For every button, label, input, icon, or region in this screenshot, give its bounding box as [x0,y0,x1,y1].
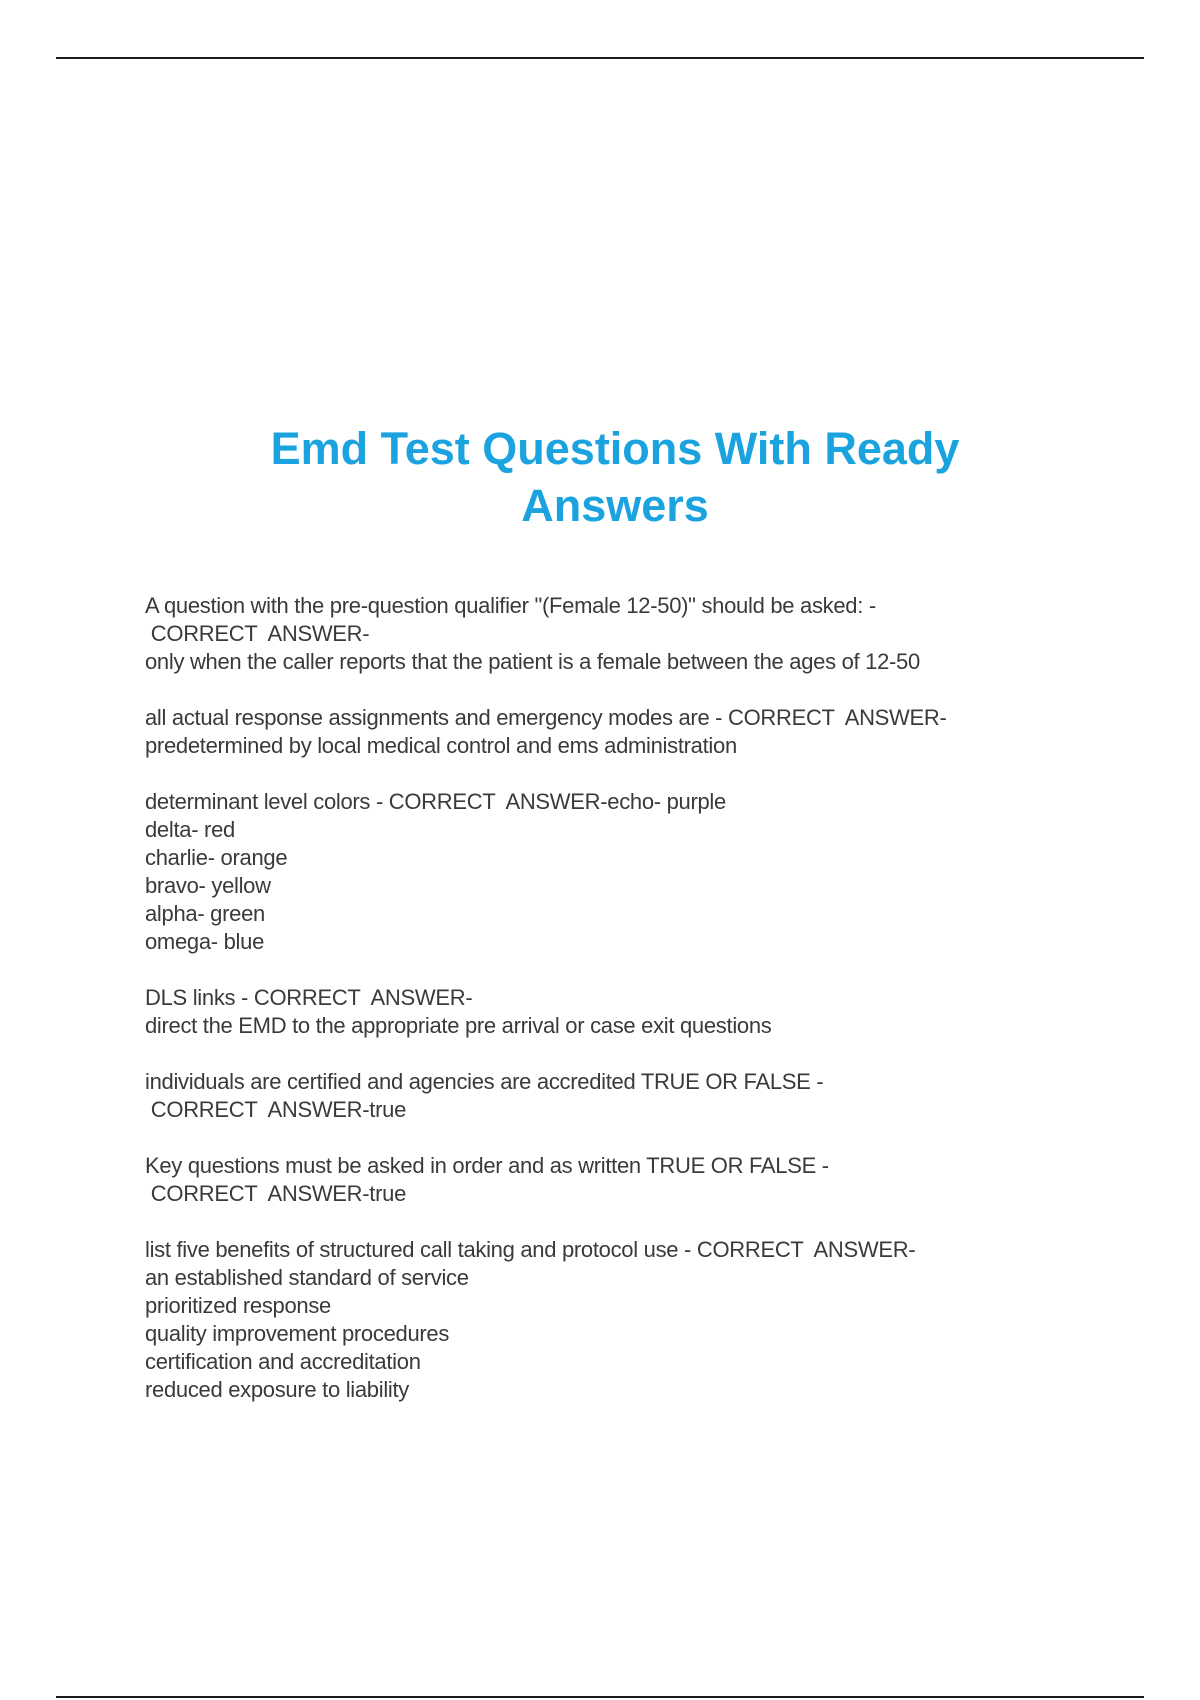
answer-line: predetermined by local medical control and ems administration [145,733,737,758]
question-line: A question with the pre-question qualifier "(Female 12-50)" should be asked: - [145,593,876,618]
question-line: determinant level colors - CORRECT ANSWER-echo- purple [145,789,726,814]
qa-item [145,1152,1145,1208]
top-rule [56,57,1144,59]
answer-line: prioritized response [145,1293,331,1318]
answer-line: only when the caller reports that the patient is a female between the ages of 12-50 [145,649,920,674]
question-line: Key questions must be asked in order and as written TRUE OR FALSE - [145,1153,829,1178]
qa-item [145,984,1145,1040]
document-title [150,420,1080,534]
question-line: DLS links - CORRECT ANSWER- [145,985,473,1010]
answer-line: alpha- green [145,901,265,926]
answer-line: certification and accreditation [145,1349,421,1374]
question-line: individuals are certified and agencies are accredited TRUE OR FALSE - [145,1069,824,1094]
answer-label-line: CORRECT ANSWER- [145,621,370,646]
answer-line: delta- red [145,817,235,842]
qa-item [145,704,1145,760]
qa-list [145,592,1145,1432]
answer-line: reduced exposure to liability [145,1377,410,1402]
document-title-line: Answers [521,480,709,531]
question-line: all actual response assignments and emergency modes are - CORRECT ANSWER- [145,705,947,730]
answer-line: an established standard of service [145,1265,469,1290]
answer-line: direct the EMD to the appropriate pre arrival or case exit questions [145,1013,772,1038]
answer-line: bravo- yellow [145,873,271,898]
qa-item [145,1236,1145,1404]
question-line: list five benefits of structured call taking and protocol use - CORRECT ANSWER- [145,1237,916,1262]
answer-line: quality improvement procedures [145,1321,450,1346]
answer-line: CORRECT ANSWER-true [145,1097,406,1122]
answer-line: charlie- orange [145,845,288,870]
qa-item [145,788,1145,956]
answer-line: CORRECT ANSWER-true [145,1181,406,1206]
bottom-rule [56,1696,1144,1698]
document-title-line: Emd Test Questions With Ready [270,423,960,474]
answer-line: omega- blue [145,929,264,954]
qa-item [145,592,1145,676]
qa-item [145,1068,1145,1124]
